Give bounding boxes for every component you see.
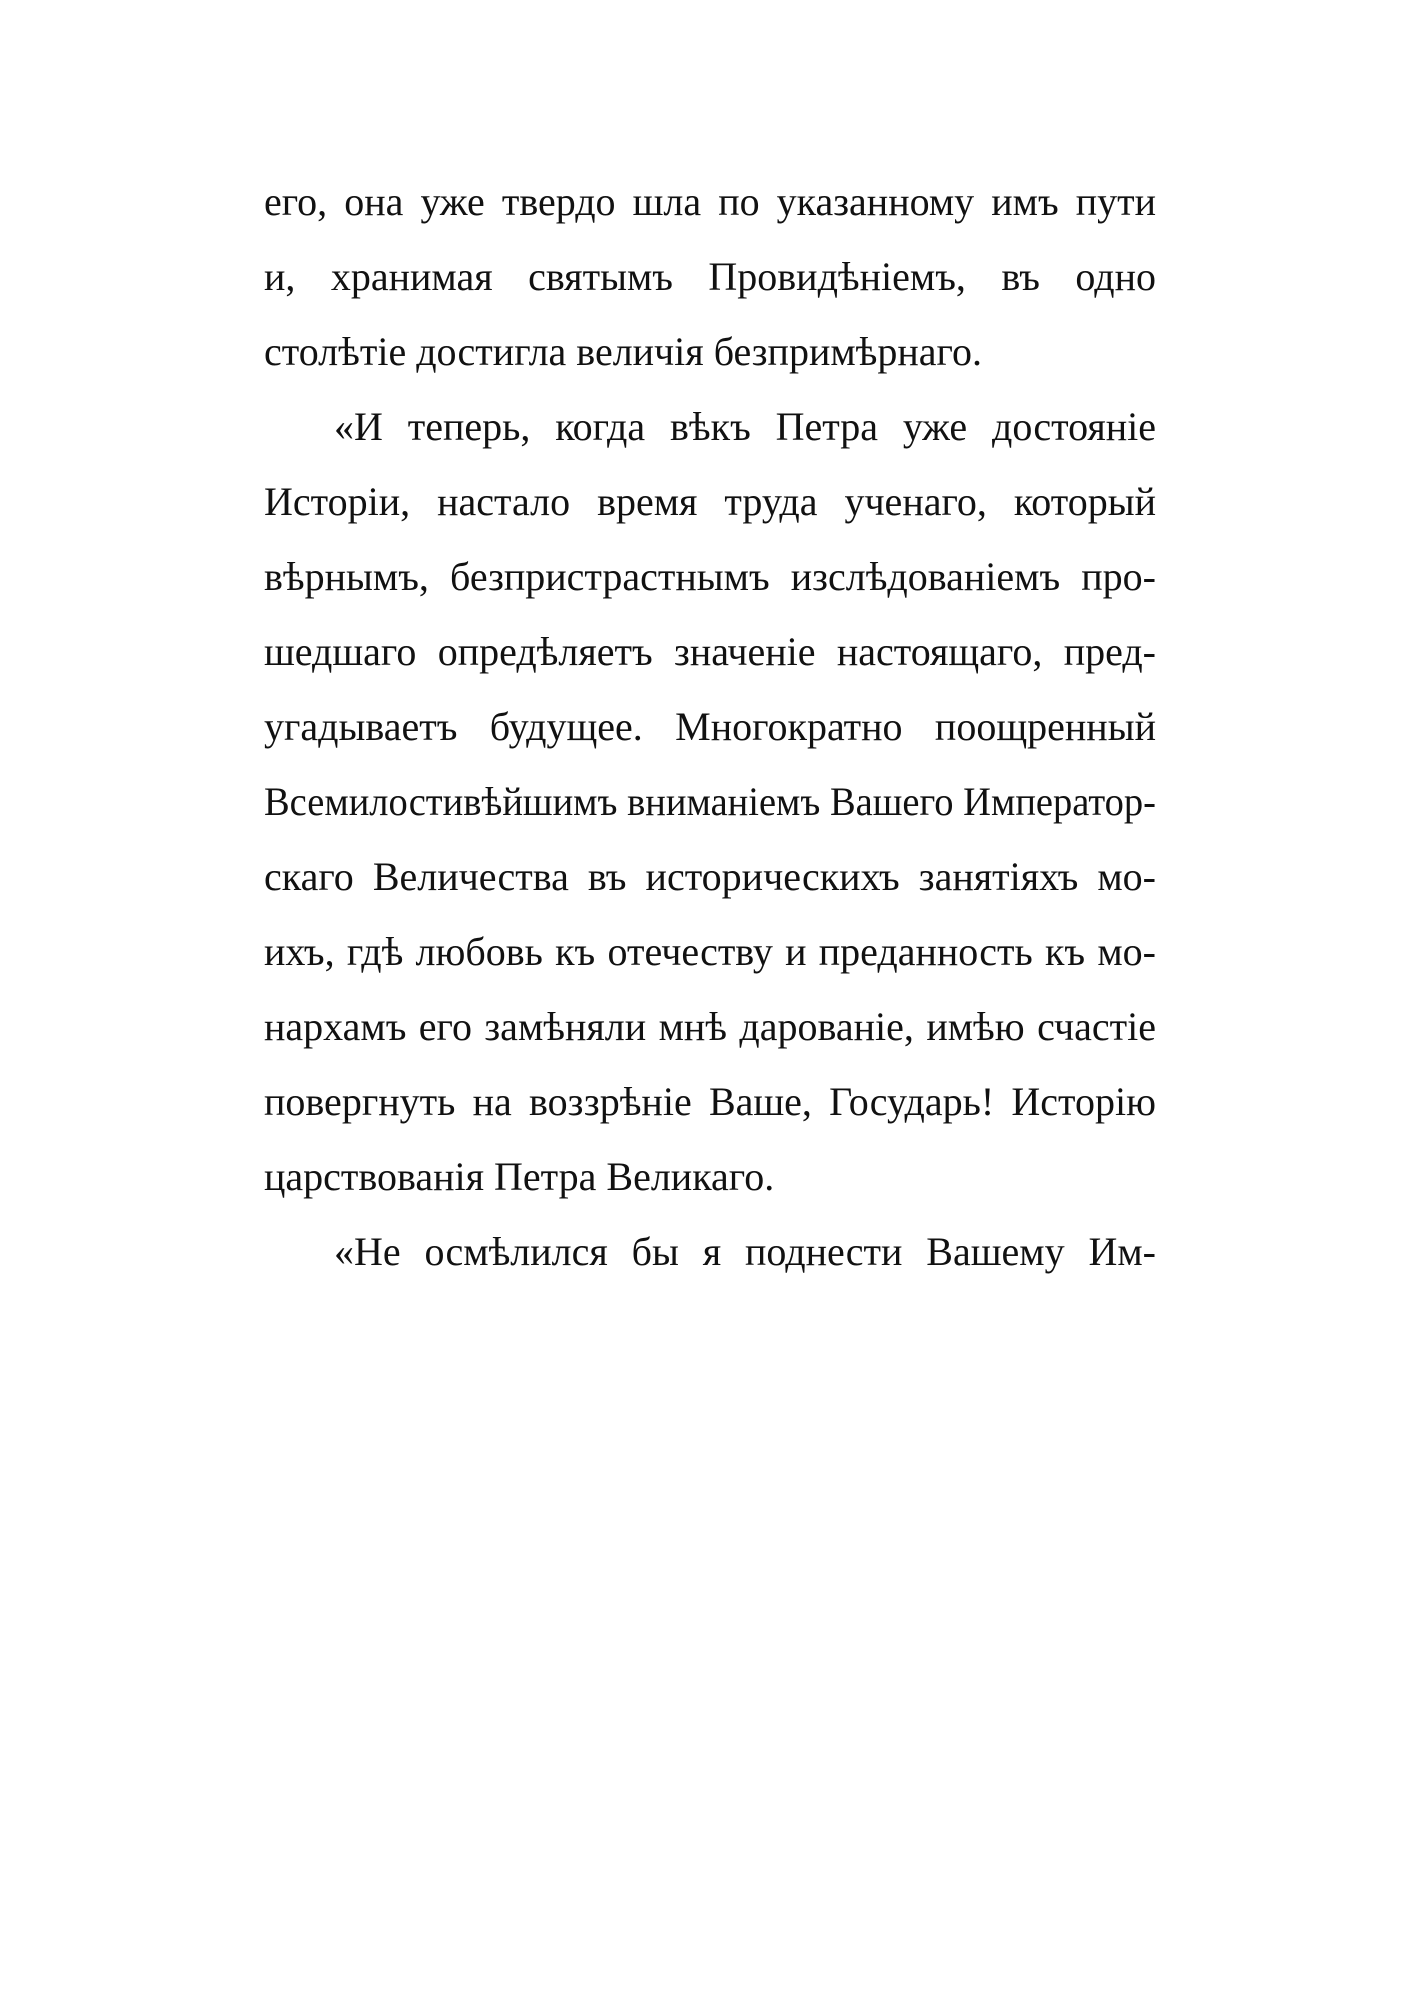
text-line [264,172,1156,247]
line-text: «Не осмѣлился бы я поднести Вашему Им- [334,1229,1156,1274]
line-text: повергнуть на воззрѣніе Ваше, Государь! Исторію [264,1079,1156,1124]
line-text: царствованія Петра Великаго. [264,1154,775,1199]
text-line [264,1072,1156,1147]
paragraph-end-line [264,322,1156,397]
line-text: и, хранимая святымъ Провидѣніемъ, въ одно [264,254,1156,299]
line-text: его, она уже твердо шла по указанному имъ пути [264,179,1156,224]
page-text [264,172,1156,1297]
text-line [264,547,1156,622]
paragraph-end-line [264,1147,1156,1222]
line-text: «И теперь, когда вѣкъ Петра уже достояніе [334,404,1156,449]
text-line [264,772,1156,847]
paragraph-start-line [264,397,1156,472]
line-text: угадываетъ будущее. Многократно поощренный [264,704,1156,749]
line-text: столѣтіе достигла величія безпримѣрнаго. [264,329,982,374]
line-text: скаго Величества въ историческихъ занятіяхъ мо- [264,854,1156,899]
paragraph-start-line [264,1222,1156,1297]
text-line [264,997,1156,1072]
line-text: шедшаго опредѣляетъ значеніе настоящаго, пред- [264,629,1156,674]
line-text: нархамъ его замѣняли мнѣ дарованіе, имѣю счастіе [264,1004,1156,1049]
line-text: ихъ, гдѣ любовь къ отечеству и преданность къ мо- [264,929,1156,974]
text-line [264,847,1156,922]
line-text: Исторіи, настало время труда ученаго, который [264,479,1156,524]
line-text: Всемилостивѣйшимъ вниманіемъ Вашего Император- [264,779,1156,824]
text-line [264,247,1156,322]
text-line [264,622,1156,697]
text-line [264,922,1156,997]
text-line [264,472,1156,547]
line-text: вѣрнымъ, безпристрастнымъ изслѣдованіемъ про- [264,554,1156,599]
text-line [264,697,1156,772]
